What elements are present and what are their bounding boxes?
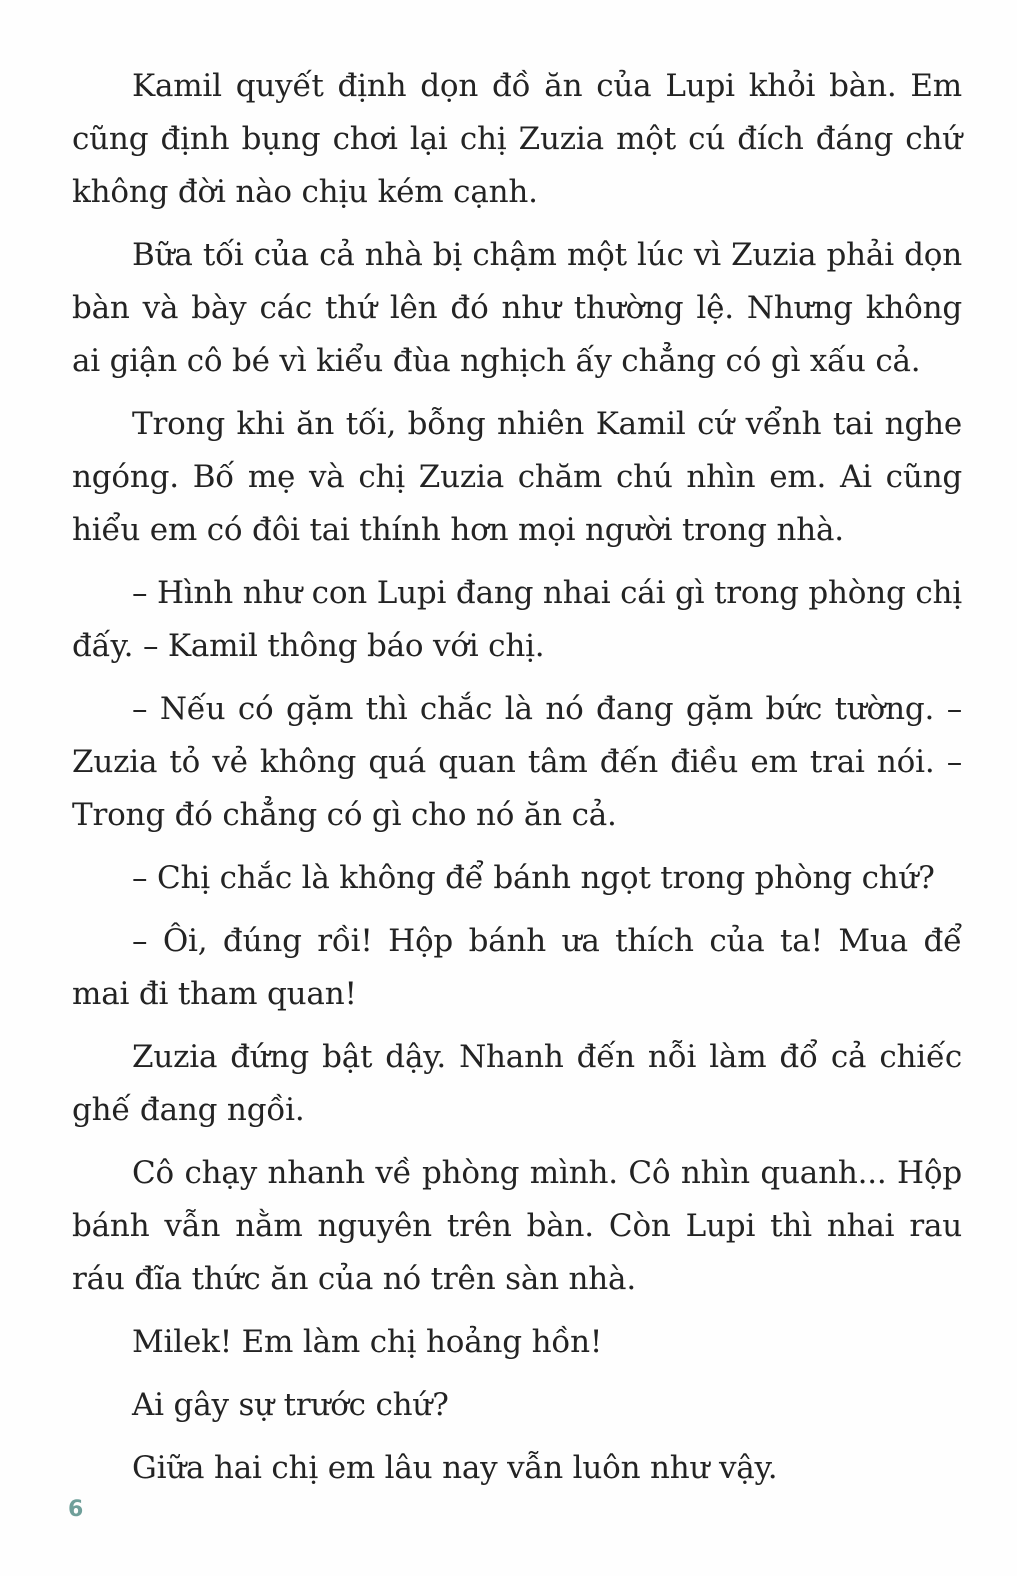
paragraph-1: Kamil quyết định dọn đồ ăn của Lupi khỏi bàn. Em cũng định bụng chơi lại chị Zuzia một cú đích đáng chứ không đời nào chịu kém cạnh.: [72, 68, 962, 210]
paragraph-3: Trong khi ăn tối, bỗng nhiên Kamil cứ vểnh tai nghe ngóng. Bố mẹ và chị Zuzia chăm chú nhìn em. Ai cũng hiểu em có đôi tai thính hơn mọi người trong nhà.: [72, 406, 962, 548]
paragraph-4: – Hình như con Lupi đang nhai cái gì trong phòng chị đấy. – Kamil thông báo với chị.: [72, 575, 962, 664]
paragraph-5: – Nếu có gặm thì chắc là nó đang gặm bức tường. – Zuzia tỏ vẻ không quá quan tâm đến điều em trai nói. – Trong đó chẳng có gì cho nó ăn cả.: [72, 691, 962, 833]
body-text: [72, 60, 962, 1505]
paragraph-7: – Ôi, đúng rồi! Hộp bánh ưa thích của ta! Mua để mai đi tham quan!: [72, 923, 962, 1012]
paragraph-12: Giữa hai chị em lâu nay vẫn luôn như vậy.: [132, 1450, 778, 1486]
paragraph-6: – Chị chắc là không để bánh ngọt trong phòng chứ?: [132, 860, 935, 896]
page-number: 6: [68, 1497, 84, 1522]
paragraph-9: Cô chạy nhanh về phòng mình. Cô nhìn quanh... Hộp bánh vẫn nằm nguyên trên bàn. Còn Lupi thì nhai rau ráu đĩa thức ăn của nó trên sàn nhà.: [72, 1155, 962, 1297]
paragraph-10: Milek! Em làm chị hoảng hồn!: [132, 1324, 603, 1360]
paragraph-11: Ai gây sự trước chứ?: [132, 1387, 449, 1423]
paragraph-8: Zuzia đứng bật dậy. Nhanh đến nỗi làm đổ cả chiếc ghế đang ngồi.: [72, 1039, 962, 1128]
paragraph-2: Bữa tối của cả nhà bị chậm một lúc vì Zuzia phải dọn bàn và bày các thứ lên đó như thường lệ. Nhưng không ai giận cô bé vì kiểu đùa nghịch ấy chẳng có gì xấu cả.: [72, 237, 962, 379]
